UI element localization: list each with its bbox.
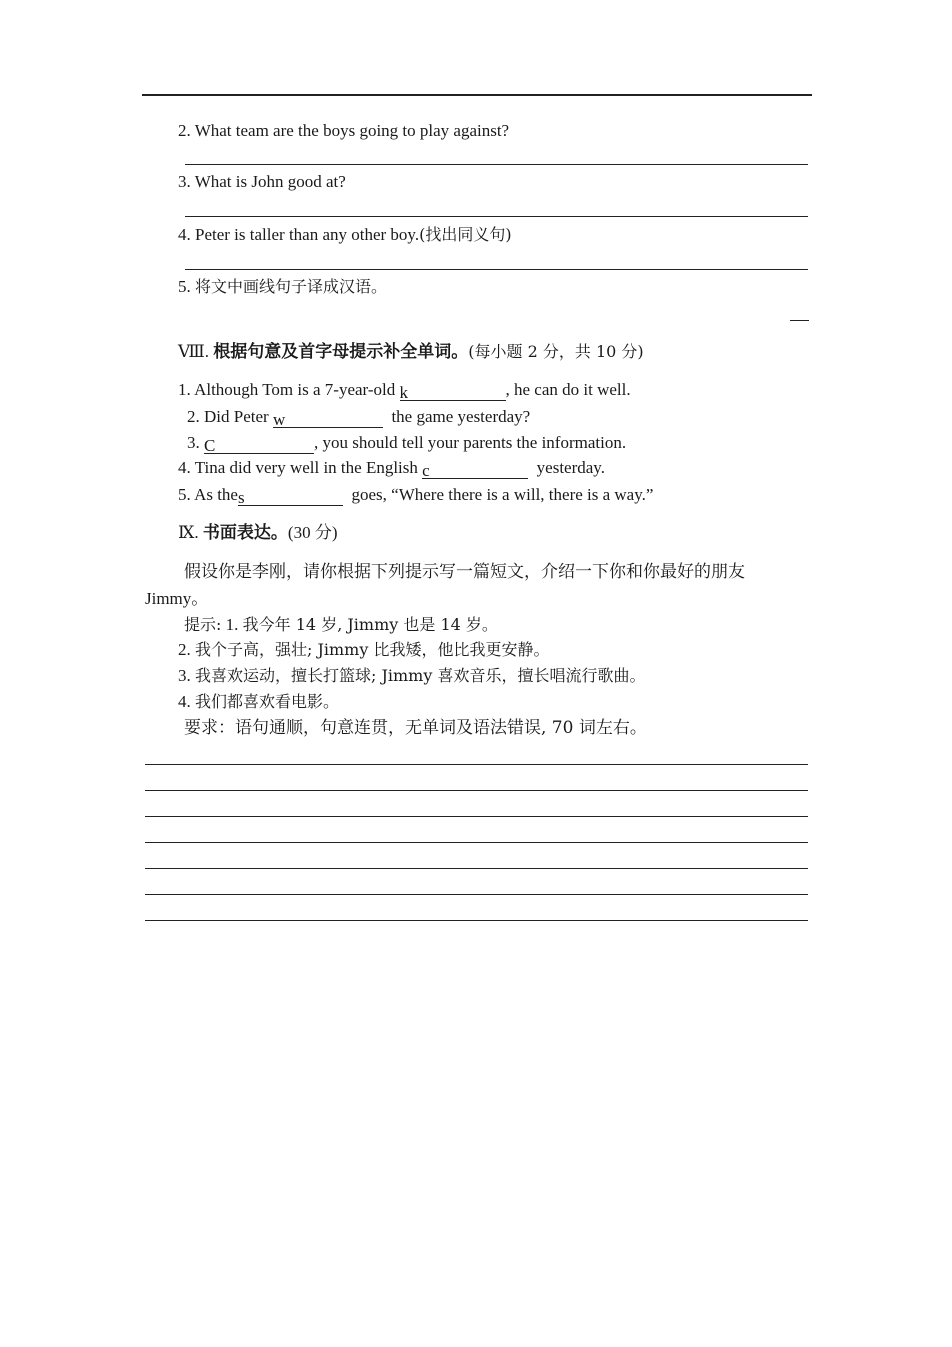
fill-item-2	[187, 406, 530, 428]
item-text-after: yesterday.	[536, 458, 605, 477]
writing-line[interactable]	[145, 764, 808, 765]
initial-letter: k	[399, 383, 408, 402]
section-numeral: Ⅸ.	[178, 523, 199, 542]
writing-intro-continued: Jimmy。	[145, 589, 209, 608]
section-numeral: Ⅷ.	[178, 342, 210, 361]
question-number: 2.	[178, 121, 191, 140]
initial-letter: c	[422, 461, 430, 480]
fill-blank[interactable]	[204, 435, 314, 454]
question-note: (找出同义句)	[419, 225, 512, 244]
hint-2	[178, 639, 549, 661]
section-score: (30 分)	[287, 523, 338, 542]
item-text-before: As the	[194, 485, 238, 504]
initial-letter: C	[204, 436, 216, 455]
fill-item-3	[187, 432, 626, 454]
item-number: 4.	[178, 458, 191, 477]
initial-letter: w	[272, 410, 286, 429]
hint-number: 3.	[178, 666, 191, 685]
question-text: 将文中画线句子译成汉语。	[195, 277, 388, 296]
section-title: 书面表达。	[202, 523, 288, 543]
question-2	[178, 120, 509, 142]
item-text-after: goes, “Where there is a will, there is a way.”	[351, 485, 654, 504]
writing-line[interactable]	[145, 920, 808, 921]
hint-number: 2.	[178, 640, 191, 659]
item-text-before: Did Peter	[204, 407, 269, 426]
fill-item-1	[178, 379, 631, 401]
hint-text: 我们都喜欢看电影。	[195, 692, 340, 711]
fill-blank[interactable]	[238, 487, 343, 506]
question-text: What team are the boys going to play against?	[194, 121, 510, 140]
question-text: Peter is taller than any other boy.	[195, 225, 420, 244]
section9-heading	[178, 522, 337, 544]
hint-number: 1.	[225, 615, 239, 634]
fill-blank[interactable]	[400, 382, 506, 401]
writing-line[interactable]	[145, 894, 808, 895]
answer-line[interactable]	[185, 269, 808, 270]
writing-requirement: 要求：语句通顺，句意连贯，无单词及语法错误, 70 词左右。	[184, 718, 647, 738]
question-5	[178, 276, 387, 298]
hint-text: 我喜欢运动，擅长打篮球; Jimmy 喜欢音乐，擅长唱流行歌曲。	[195, 666, 646, 685]
item-text-after: the game yesterday?	[391, 407, 531, 426]
item-text-after: , you should tell your parents the information.	[314, 433, 627, 452]
question-4	[178, 224, 512, 246]
writing-intro: 假设你是李刚，请你根据下列提示写一篇短文，介绍一下你和你最好的朋友	[184, 562, 745, 582]
hint-number: 4.	[178, 692, 191, 711]
writing-line[interactable]	[145, 842, 808, 843]
answer-line-short[interactable]	[790, 320, 809, 321]
answer-line[interactable]	[185, 216, 808, 217]
question-number: 3.	[178, 172, 191, 191]
fill-item-4	[178, 457, 605, 479]
hint-text: 我今年 14 岁, Jimmy 也是 14 岁。	[242, 615, 498, 634]
question-text: What is John good at?	[194, 172, 346, 191]
fill-item-5	[178, 484, 653, 506]
fill-blank[interactable]	[422, 460, 528, 479]
header-rule	[142, 94, 812, 96]
hints-label: 提示:	[184, 615, 222, 634]
item-text-after: , he can do it well.	[505, 380, 631, 399]
initial-letter: s	[237, 488, 245, 507]
hint-3	[178, 665, 645, 687]
writing-line[interactable]	[145, 790, 808, 791]
answer-line[interactable]	[185, 164, 808, 165]
section8-heading	[178, 341, 644, 363]
item-text-before: Although Tom is a 7-year-old	[194, 380, 396, 399]
fill-blank[interactable]	[273, 409, 383, 428]
question-number: 4.	[178, 225, 191, 244]
item-text-before: Tina did very well in the English	[194, 458, 418, 477]
hint-1	[184, 614, 498, 636]
item-number: 3.	[187, 433, 200, 452]
item-number: 2.	[187, 407, 200, 426]
section-title: 根据句意及首字母提示补全单词。	[213, 342, 469, 362]
writing-line[interactable]	[145, 868, 808, 869]
question-number: 5.	[178, 277, 191, 296]
hint-4	[178, 691, 339, 713]
item-number: 1.	[178, 380, 191, 399]
hint-text: 我个子高，强壮; Jimmy 比我矮，他比我更安静。	[195, 640, 550, 659]
section-score: (每小题 2 分，共 10 分)	[468, 342, 644, 361]
question-3	[178, 171, 346, 193]
writing-line[interactable]	[145, 816, 808, 817]
item-number: 5.	[178, 485, 191, 504]
